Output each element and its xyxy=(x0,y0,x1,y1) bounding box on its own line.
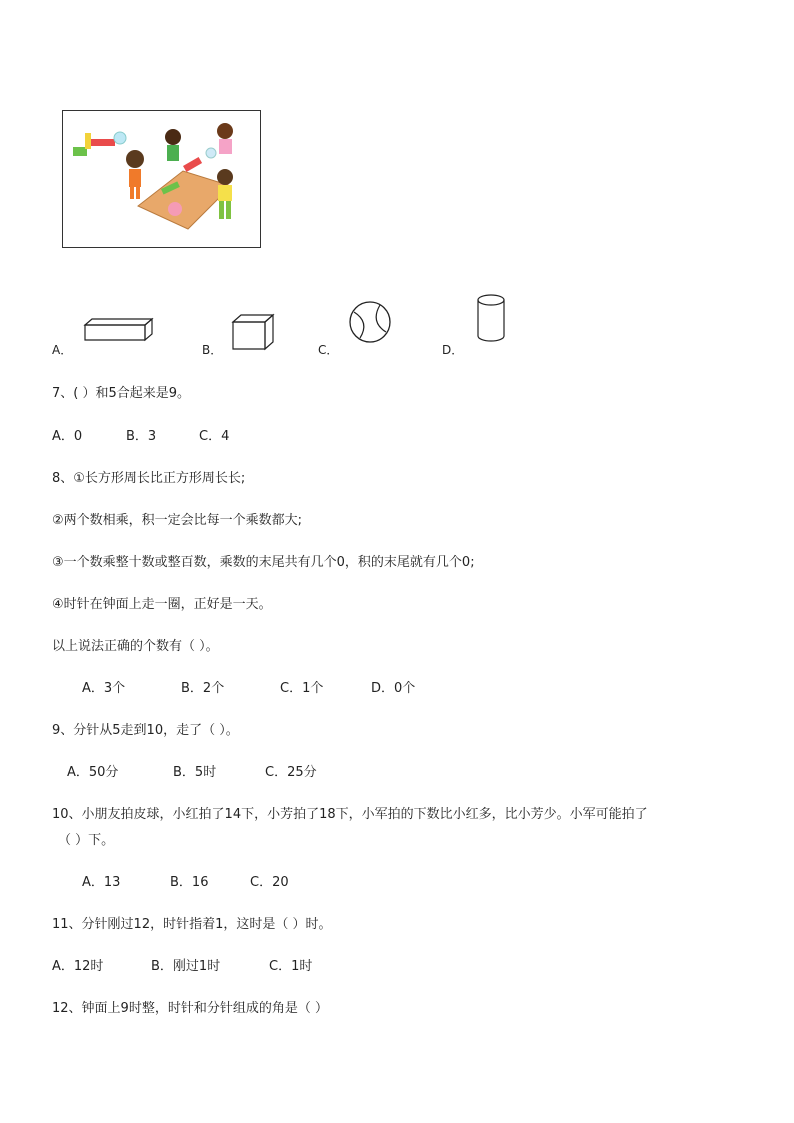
q10-stem: 10、小朋友拍皮球，小红拍了14下，小芳拍了18下，小军拍的下数比小红多，比小芳少。小军可能拍了 xyxy=(52,807,648,822)
q9-option-c[interactable]: C．25分 xyxy=(265,765,317,780)
ball-icon xyxy=(348,300,392,344)
q11-stem: 11、分针刚过12，时针指着1，这时是（ ）时。 xyxy=(52,917,332,932)
cuboid-icon xyxy=(82,316,154,342)
q8-statement-3: ③一个数乘整十数或整百数，乘数的末尾共有几个0，积的末尾就有几个0; xyxy=(52,555,475,570)
q7-option-a[interactable]: A．0 xyxy=(52,429,83,444)
q11-option-b[interactable]: B．刚过1时 xyxy=(151,959,221,974)
q10-stem-continued: （ ）下。 xyxy=(58,833,115,848)
q9-stem: 9、分针从5走到10，走了（ ）。 xyxy=(52,723,239,738)
q7-stem: 7、( ）和5合起来是9。 xyxy=(52,386,191,401)
q6-option-a-label: A． xyxy=(52,343,73,357)
q8-option-a[interactable]: A．3个 xyxy=(82,681,126,696)
q8-statement-4: ④时针在钟面上走一圈，正好是一天。 xyxy=(52,597,272,612)
q12-stem: 12、钟面上9时整，时针和分针组成的角是（ ） xyxy=(52,1001,328,1016)
cube-icon xyxy=(231,313,275,351)
children-shapes-illustration xyxy=(62,110,261,248)
q9-option-a[interactable]: A．50分 xyxy=(67,765,119,780)
cylinder-icon xyxy=(475,293,507,343)
q10-option-b[interactable]: B．16 xyxy=(170,875,209,890)
q10-option-c[interactable]: C．20 xyxy=(250,875,289,890)
illustration-art xyxy=(63,111,262,249)
q8-stem: 8、①长方形周长比正方形周长长; xyxy=(52,471,246,486)
q7-option-b[interactable]: B．3 xyxy=(126,429,157,444)
q8-option-b[interactable]: B．2个 xyxy=(181,681,225,696)
q9-option-b[interactable]: B．5时 xyxy=(173,765,217,780)
q6-option-d-label: D． xyxy=(442,343,464,357)
q11-option-a[interactable]: A．12时 xyxy=(52,959,104,974)
q6-option-b-label: B． xyxy=(202,343,223,357)
q8-ask: 以上说法正确的个数有（ ）。 xyxy=(52,639,219,654)
q10-option-a[interactable]: A．13 xyxy=(82,875,121,890)
q8-option-d[interactable]: D．0个 xyxy=(371,681,416,696)
q8-option-c[interactable]: C．1个 xyxy=(280,681,324,696)
q7-option-c[interactable]: C．4 xyxy=(199,429,230,444)
q11-option-c[interactable]: C．1时 xyxy=(269,959,313,974)
q8-statement-2: ②两个数相乘，积一定会比每一个乘数都大; xyxy=(52,513,303,528)
q6-option-c-label: C． xyxy=(318,343,339,357)
